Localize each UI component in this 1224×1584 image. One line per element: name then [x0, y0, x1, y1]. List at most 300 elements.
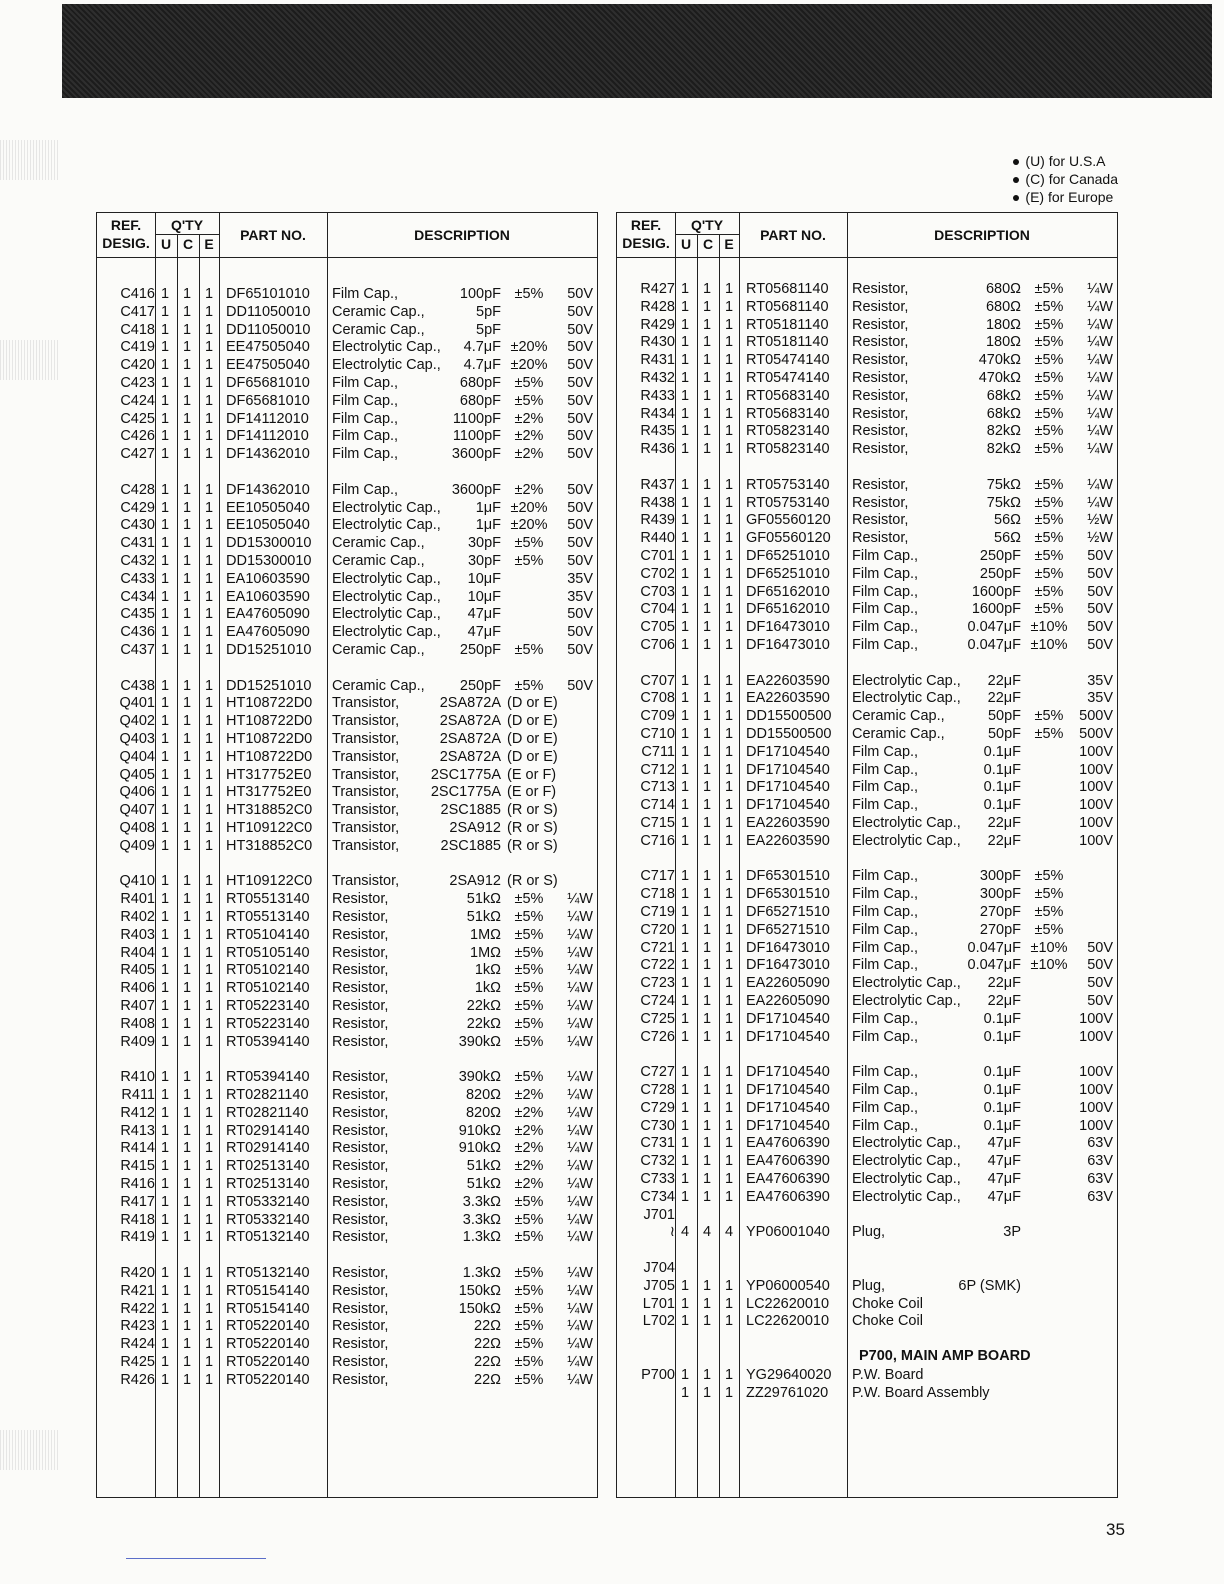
part-number: DF17104540 — [746, 1010, 830, 1027]
rating: ¼W — [567, 1104, 593, 1121]
rating: 100V — [1079, 815, 1113, 831]
table-row — [617, 814, 1117, 832]
section-title: P700, MAIN AMP BOARD — [859, 1348, 1031, 1364]
description: Resistor, — [332, 980, 389, 997]
tolerance: ±2% — [514, 410, 544, 427]
tolerance: ±5% — [1034, 476, 1064, 493]
table-row — [97, 783, 597, 801]
value: 470kΩ — [978, 370, 1021, 386]
qty-u: 1 — [680, 1135, 690, 1152]
value: 180Ω — [985, 316, 1021, 333]
qty-c: 1 — [182, 446, 192, 463]
header-part-no: PART NO. — [240, 227, 306, 243]
table-header — [617, 213, 1117, 258]
tolerance: ±5% — [1034, 316, 1064, 333]
rating: ¼W — [1087, 387, 1113, 404]
qty-u: 1 — [160, 499, 170, 516]
qty-c: 1 — [182, 392, 192, 409]
part-number: RT05823140 — [746, 441, 830, 458]
ref-desig: C721 — [640, 939, 675, 956]
value: 910kΩ — [458, 1122, 501, 1139]
value: 0.1μF — [983, 1010, 1021, 1027]
description: Resistor, — [852, 316, 909, 333]
description: Film Cap., — [852, 601, 919, 618]
qty-u: 1 — [160, 517, 170, 534]
qty-c: 1 — [702, 957, 712, 974]
qty-e: 1 — [204, 748, 214, 765]
table-row — [97, 303, 597, 321]
description: Resistor, — [332, 1087, 389, 1103]
part-number: EA10603590 — [226, 570, 310, 587]
description: Resistor, — [852, 352, 909, 369]
table-row — [617, 1223, 1117, 1241]
ref-desig: C703 — [640, 583, 675, 600]
qty-c: 1 — [702, 779, 712, 796]
qty-c: 1 — [702, 1028, 712, 1045]
qty-e: 1 — [724, 1188, 734, 1205]
value: 150kΩ — [458, 1300, 501, 1317]
description: Resistor, — [332, 1069, 389, 1086]
value: 0.1μF — [983, 1099, 1021, 1116]
value: 75kΩ — [986, 476, 1021, 493]
qty-c: 1 — [182, 1158, 192, 1175]
description: Electrolytic Cap., — [852, 815, 961, 831]
tolerance: ±20% — [510, 517, 548, 534]
qty-u: 1 — [160, 642, 170, 658]
description: Film Cap., — [852, 797, 919, 814]
ref-desig: C436 — [120, 624, 155, 641]
qty-u: 1 — [160, 837, 170, 854]
qty-e: 1 — [204, 926, 214, 943]
rating: ¼W — [567, 962, 593, 979]
table-row — [97, 356, 597, 374]
qty-u: 1 — [160, 428, 170, 445]
qty-u: 1 — [160, 606, 170, 623]
value: 3600pF — [451, 446, 501, 463]
part-number: DD15251010 — [226, 642, 312, 658]
ref-desig: C426 — [120, 428, 155, 445]
qty-u: 1 — [160, 998, 170, 1014]
qty-c: 1 — [702, 672, 712, 689]
qty-e: 1 — [204, 446, 214, 463]
table-row — [97, 819, 597, 837]
description: Ceramic Cap., — [332, 553, 425, 569]
rating: 100V — [1079, 1028, 1113, 1045]
rating: ¼W — [567, 1015, 593, 1032]
qty-e: 1 — [204, 980, 214, 997]
qty-u: 1 — [680, 1153, 690, 1170]
ref-desig: C429 — [120, 499, 155, 516]
description: Transistor, — [332, 873, 400, 890]
tolerance: ±5% — [1034, 601, 1064, 618]
qty-c: 1 — [702, 726, 712, 742]
qty-e: 1 — [204, 624, 214, 641]
value: 10μF — [467, 588, 501, 605]
rating: ¼W — [567, 1265, 593, 1281]
qty-c: 1 — [182, 1318, 192, 1335]
bullet-icon — [1013, 159, 1019, 165]
qty-c: 1 — [702, 512, 712, 529]
part-number: RT05132140 — [226, 1229, 310, 1246]
description: Electrolytic Cap., — [852, 690, 961, 707]
table-row — [97, 997, 597, 1015]
table-row — [97, 1300, 597, 1318]
table-row — [617, 1134, 1117, 1152]
part-number: EA22603590 — [746, 815, 830, 831]
qty-e: 1 — [204, 481, 214, 498]
description: Film Cap., — [332, 446, 399, 463]
qty-c: 1 — [182, 1265, 192, 1281]
tolerance: ±5% — [514, 909, 544, 925]
value: 1100pF — [452, 428, 501, 445]
tolerance: ±5% — [514, 980, 544, 997]
qty-c: 1 — [702, 281, 712, 297]
qty-u: 1 — [160, 446, 170, 463]
rating: ¼W — [567, 891, 593, 908]
value: 47μF — [467, 624, 501, 641]
qty-c: 4 — [702, 1224, 712, 1241]
qty-e: 1 — [724, 690, 734, 707]
value: 68kΩ — [986, 405, 1021, 422]
tolerance: ±5% — [514, 553, 544, 569]
value: 0.1μF — [983, 779, 1021, 796]
ref-desig: R418 — [120, 1211, 155, 1228]
header-ref: REF. — [630, 217, 662, 233]
ref-desig: J705 — [643, 1277, 675, 1294]
part-number: HT108722D0 — [226, 731, 313, 747]
rating: 50V — [567, 606, 593, 623]
description: Transistor, — [332, 713, 400, 730]
description: Resistor, — [332, 1354, 389, 1370]
tolerance: ±5% — [514, 1229, 544, 1246]
qty-e: 1 — [204, 570, 214, 587]
table-row — [617, 351, 1117, 369]
table-row — [97, 570, 597, 588]
rating: 50V — [1087, 548, 1113, 564]
description: Resistor, — [332, 1140, 389, 1157]
value: 51kΩ — [466, 1158, 501, 1175]
qty-u: 1 — [680, 1366, 690, 1383]
description: Plug, — [852, 1224, 886, 1241]
qty-u: 1 — [160, 570, 170, 587]
rating: 100V — [1079, 832, 1113, 849]
part-number: DF17104540 — [746, 743, 830, 760]
table-row — [97, 961, 597, 979]
qty-u: 1 — [160, 1354, 170, 1370]
table-row — [97, 1068, 597, 1086]
rating: 100V — [1079, 1099, 1113, 1116]
qty-u: 1 — [160, 1265, 170, 1281]
qty-c: 1 — [702, 352, 712, 369]
ref-desig: Q403 — [119, 731, 155, 747]
part-number: HT109122C0 — [226, 873, 313, 890]
part-number: DD15251010 — [226, 677, 312, 694]
value: 0.047μF — [967, 637, 1021, 653]
qty-e: 1 — [204, 588, 214, 605]
value: 56Ω — [994, 512, 1021, 529]
qty-c: 1 — [182, 1371, 192, 1388]
header-u: U — [160, 236, 172, 252]
table-row — [97, 552, 597, 570]
qty-c: 1 — [702, 405, 712, 422]
value: 2SA872A — [439, 695, 501, 712]
part-number: DF17104540 — [746, 1099, 830, 1116]
description: Ceramic Cap., — [852, 726, 945, 742]
qty-e: 1 — [204, 1193, 214, 1210]
qty-c: 1 — [182, 1193, 192, 1210]
value: 30pF — [467, 553, 501, 569]
qty-c: 1 — [702, 1082, 712, 1098]
description: Resistor, — [852, 281, 909, 297]
qty-u: 1 — [160, 535, 170, 552]
table-row — [97, 1104, 597, 1122]
qty-u: 1 — [680, 832, 690, 849]
ref-desig: C723 — [640, 975, 675, 992]
description: Film Cap., — [852, 1082, 919, 1098]
qty-e: 1 — [724, 975, 734, 992]
qty-u: 1 — [160, 820, 170, 836]
rating: 50V — [567, 481, 593, 498]
ref-desig: C709 — [640, 708, 675, 725]
qty-c: 1 — [182, 1087, 192, 1103]
rating: ¼W — [1087, 334, 1113, 351]
legend-text: (C) for Canada — [1025, 171, 1118, 187]
table-row — [97, 837, 597, 855]
qty-e: 1 — [724, 281, 734, 297]
qty-c: 1 — [182, 784, 192, 801]
part-number: RT05105140 — [226, 944, 310, 961]
ref-desig: C713 — [640, 779, 675, 796]
qty-e: 1 — [724, 1366, 734, 1383]
qty-u: 1 — [160, 1300, 170, 1317]
ref-desig: C722 — [640, 957, 675, 974]
part-number: DD15300010 — [226, 535, 312, 552]
table-row — [617, 600, 1117, 618]
description: Film Cap., — [332, 392, 399, 409]
ref-desig: C732 — [640, 1153, 675, 1170]
ref-desig: R424 — [120, 1336, 155, 1353]
description: Transistor, — [332, 820, 400, 836]
tolerance: ±5% — [1034, 281, 1064, 297]
part-number: DF17104540 — [746, 779, 830, 796]
part-number: RT05681140 — [746, 298, 829, 315]
table-row — [617, 1081, 1117, 1099]
part-number: RT05394140 — [226, 1033, 310, 1050]
value: 0.047μF — [967, 939, 1021, 956]
part-number: RT05223140 — [226, 1015, 310, 1032]
qty-c: 1 — [702, 423, 712, 440]
description: Transistor, — [332, 784, 400, 801]
rating: ¼W — [567, 980, 593, 997]
qty-u: 1 — [680, 387, 690, 404]
value: 680pF — [459, 392, 501, 409]
qty-c: 1 — [702, 886, 712, 903]
ref-desig: L702 — [642, 1313, 675, 1330]
value: 22μF — [987, 815, 1021, 831]
qty-u: 1 — [160, 980, 170, 997]
qty-e: 1 — [724, 779, 734, 796]
qty-u: 1 — [680, 1277, 690, 1294]
table-row — [617, 867, 1117, 885]
ref-desig: C724 — [640, 993, 675, 1009]
table-row — [617, 903, 1117, 921]
qty-e: 1 — [204, 339, 214, 356]
legend-item — [1013, 170, 1118, 188]
qty-u: 1 — [680, 726, 690, 742]
tolerance: ±5% — [514, 375, 544, 391]
table-row — [617, 743, 1117, 761]
description: Electrolytic Cap., — [332, 570, 441, 587]
ref-desig: R419 — [120, 1229, 155, 1246]
qty-u: 1 — [160, 677, 170, 694]
qty-c: 1 — [182, 748, 192, 765]
description: Resistor, — [332, 1033, 389, 1050]
description: Resistor, — [332, 1193, 389, 1210]
description: Ceramic Cap., — [332, 677, 425, 694]
tolerance: (E or F) — [507, 784, 557, 801]
description: Plug, — [852, 1277, 886, 1294]
qty-c: 1 — [182, 357, 192, 374]
part-number: DD15300010 — [226, 553, 312, 569]
qty-c: 1 — [182, 517, 192, 534]
ref-desig: R431 — [640, 352, 675, 369]
rating: 63V — [1087, 1135, 1113, 1152]
value: 2SC1885 — [440, 837, 501, 854]
tolerance: ±5% — [1034, 868, 1064, 885]
tolerance: ±5% — [1034, 441, 1064, 458]
rating: 50V — [567, 642, 593, 658]
legend-item — [1013, 152, 1118, 170]
qty-e: 1 — [724, 1099, 734, 1116]
value: 3600pF — [451, 481, 501, 498]
qty-u: 1 — [160, 410, 170, 427]
ref-desig: C425 — [120, 410, 155, 427]
value: 1kΩ — [474, 980, 501, 997]
qty-c: 1 — [182, 570, 192, 587]
table-row — [97, 766, 597, 784]
ref-desig: C711 — [641, 743, 675, 760]
qty-c: 1 — [702, 1010, 712, 1027]
value: 22Ω — [474, 1336, 501, 1353]
description: Electrolytic Cap., — [852, 1153, 961, 1170]
part-number: HT109122C0 — [226, 820, 313, 836]
description: Transistor, — [332, 695, 400, 712]
ref-desig: ≀ — [669, 1224, 675, 1241]
part-number: EA22603590 — [746, 672, 830, 689]
value: 56Ω — [994, 530, 1021, 547]
rating: 50V — [567, 286, 593, 302]
qty-c: 1 — [182, 1069, 192, 1086]
ref-desig: R409 — [120, 1033, 155, 1050]
qty-u: 1 — [160, 944, 170, 961]
part-number: RT05154140 — [226, 1282, 310, 1299]
rating: 50V — [567, 339, 593, 356]
qty-c: 1 — [702, 975, 712, 992]
rating: 63V — [1087, 1188, 1113, 1205]
description: Film Cap., — [852, 957, 919, 974]
qty-e: 1 — [724, 637, 734, 653]
qty-e: 1 — [724, 886, 734, 903]
qty-u: 1 — [680, 1099, 690, 1116]
description: Resistor, — [332, 891, 389, 908]
table-row — [97, 445, 597, 463]
table-row — [617, 618, 1117, 636]
part-number: EA47605090 — [226, 606, 310, 623]
qty-c: 1 — [702, 1064, 712, 1081]
ref-desig: Q401 — [119, 695, 155, 712]
table-row — [617, 494, 1117, 512]
rating: ¼W — [1087, 423, 1113, 440]
ref-desig: C718 — [640, 886, 675, 903]
rating: 50V — [567, 321, 593, 338]
ref-desig: R433 — [640, 387, 675, 404]
ref-desig: Q407 — [119, 802, 155, 819]
description: Electrolytic Cap., — [852, 1135, 961, 1152]
part-number: LC22620010 — [746, 1313, 830, 1330]
qty-u: 1 — [680, 672, 690, 689]
ref-desig: R412 — [120, 1104, 155, 1121]
part-number: DF14362010 — [226, 481, 310, 498]
value: 4.7μF — [463, 339, 501, 356]
table-row — [617, 832, 1117, 850]
tolerance: ±5% — [514, 286, 544, 302]
table-row — [97, 1228, 597, 1246]
tolerance: ±10% — [1030, 637, 1068, 653]
description: Choke Coil — [852, 1295, 923, 1312]
value: 3P — [1003, 1224, 1021, 1241]
qty-c: 1 — [702, 939, 712, 956]
qty-u: 1 — [680, 601, 690, 618]
region-legend — [1013, 152, 1118, 206]
qty-e: 1 — [204, 286, 214, 302]
value: 300pF — [979, 868, 1021, 885]
value: 100pF — [459, 286, 501, 302]
qty-c: 1 — [182, 926, 192, 943]
qty-u: 1 — [680, 886, 690, 903]
qty-c: 1 — [182, 624, 192, 641]
qty-c: 1 — [182, 766, 192, 783]
part-number: RT05394140 — [226, 1069, 310, 1086]
part-number: GF05560120 — [746, 530, 831, 547]
part-number: RT05332140 — [226, 1211, 310, 1228]
part-number: DF14362010 — [226, 446, 310, 463]
rating: 50V — [567, 303, 593, 320]
table-row — [617, 1259, 1117, 1277]
ref-desig: C710 — [640, 726, 675, 742]
value: 10μF — [467, 570, 501, 587]
rating: ¼W — [1087, 352, 1113, 369]
table-row — [97, 1157, 597, 1175]
qty-e: 1 — [204, 375, 214, 391]
qty-u: 1 — [160, 1033, 170, 1050]
table-row — [617, 1117, 1117, 1135]
description: Resistor, — [852, 387, 909, 404]
value: 1100pF — [452, 410, 501, 427]
qty-e: 1 — [204, 873, 214, 890]
part-number: DF65271510 — [746, 921, 830, 938]
rating: ¼W — [567, 1354, 593, 1370]
part-number: RT05102140 — [226, 962, 310, 979]
qty-e: 1 — [724, 672, 734, 689]
rating: ½W — [1087, 512, 1113, 529]
tolerance: ±5% — [514, 1336, 544, 1353]
qty-e: 1 — [724, 726, 734, 742]
qty-u: 1 — [680, 494, 690, 511]
qty-c: 1 — [702, 387, 712, 404]
description: Resistor, — [332, 1015, 389, 1032]
qty-u: 1 — [160, 1122, 170, 1139]
qty-u: 1 — [680, 761, 690, 778]
